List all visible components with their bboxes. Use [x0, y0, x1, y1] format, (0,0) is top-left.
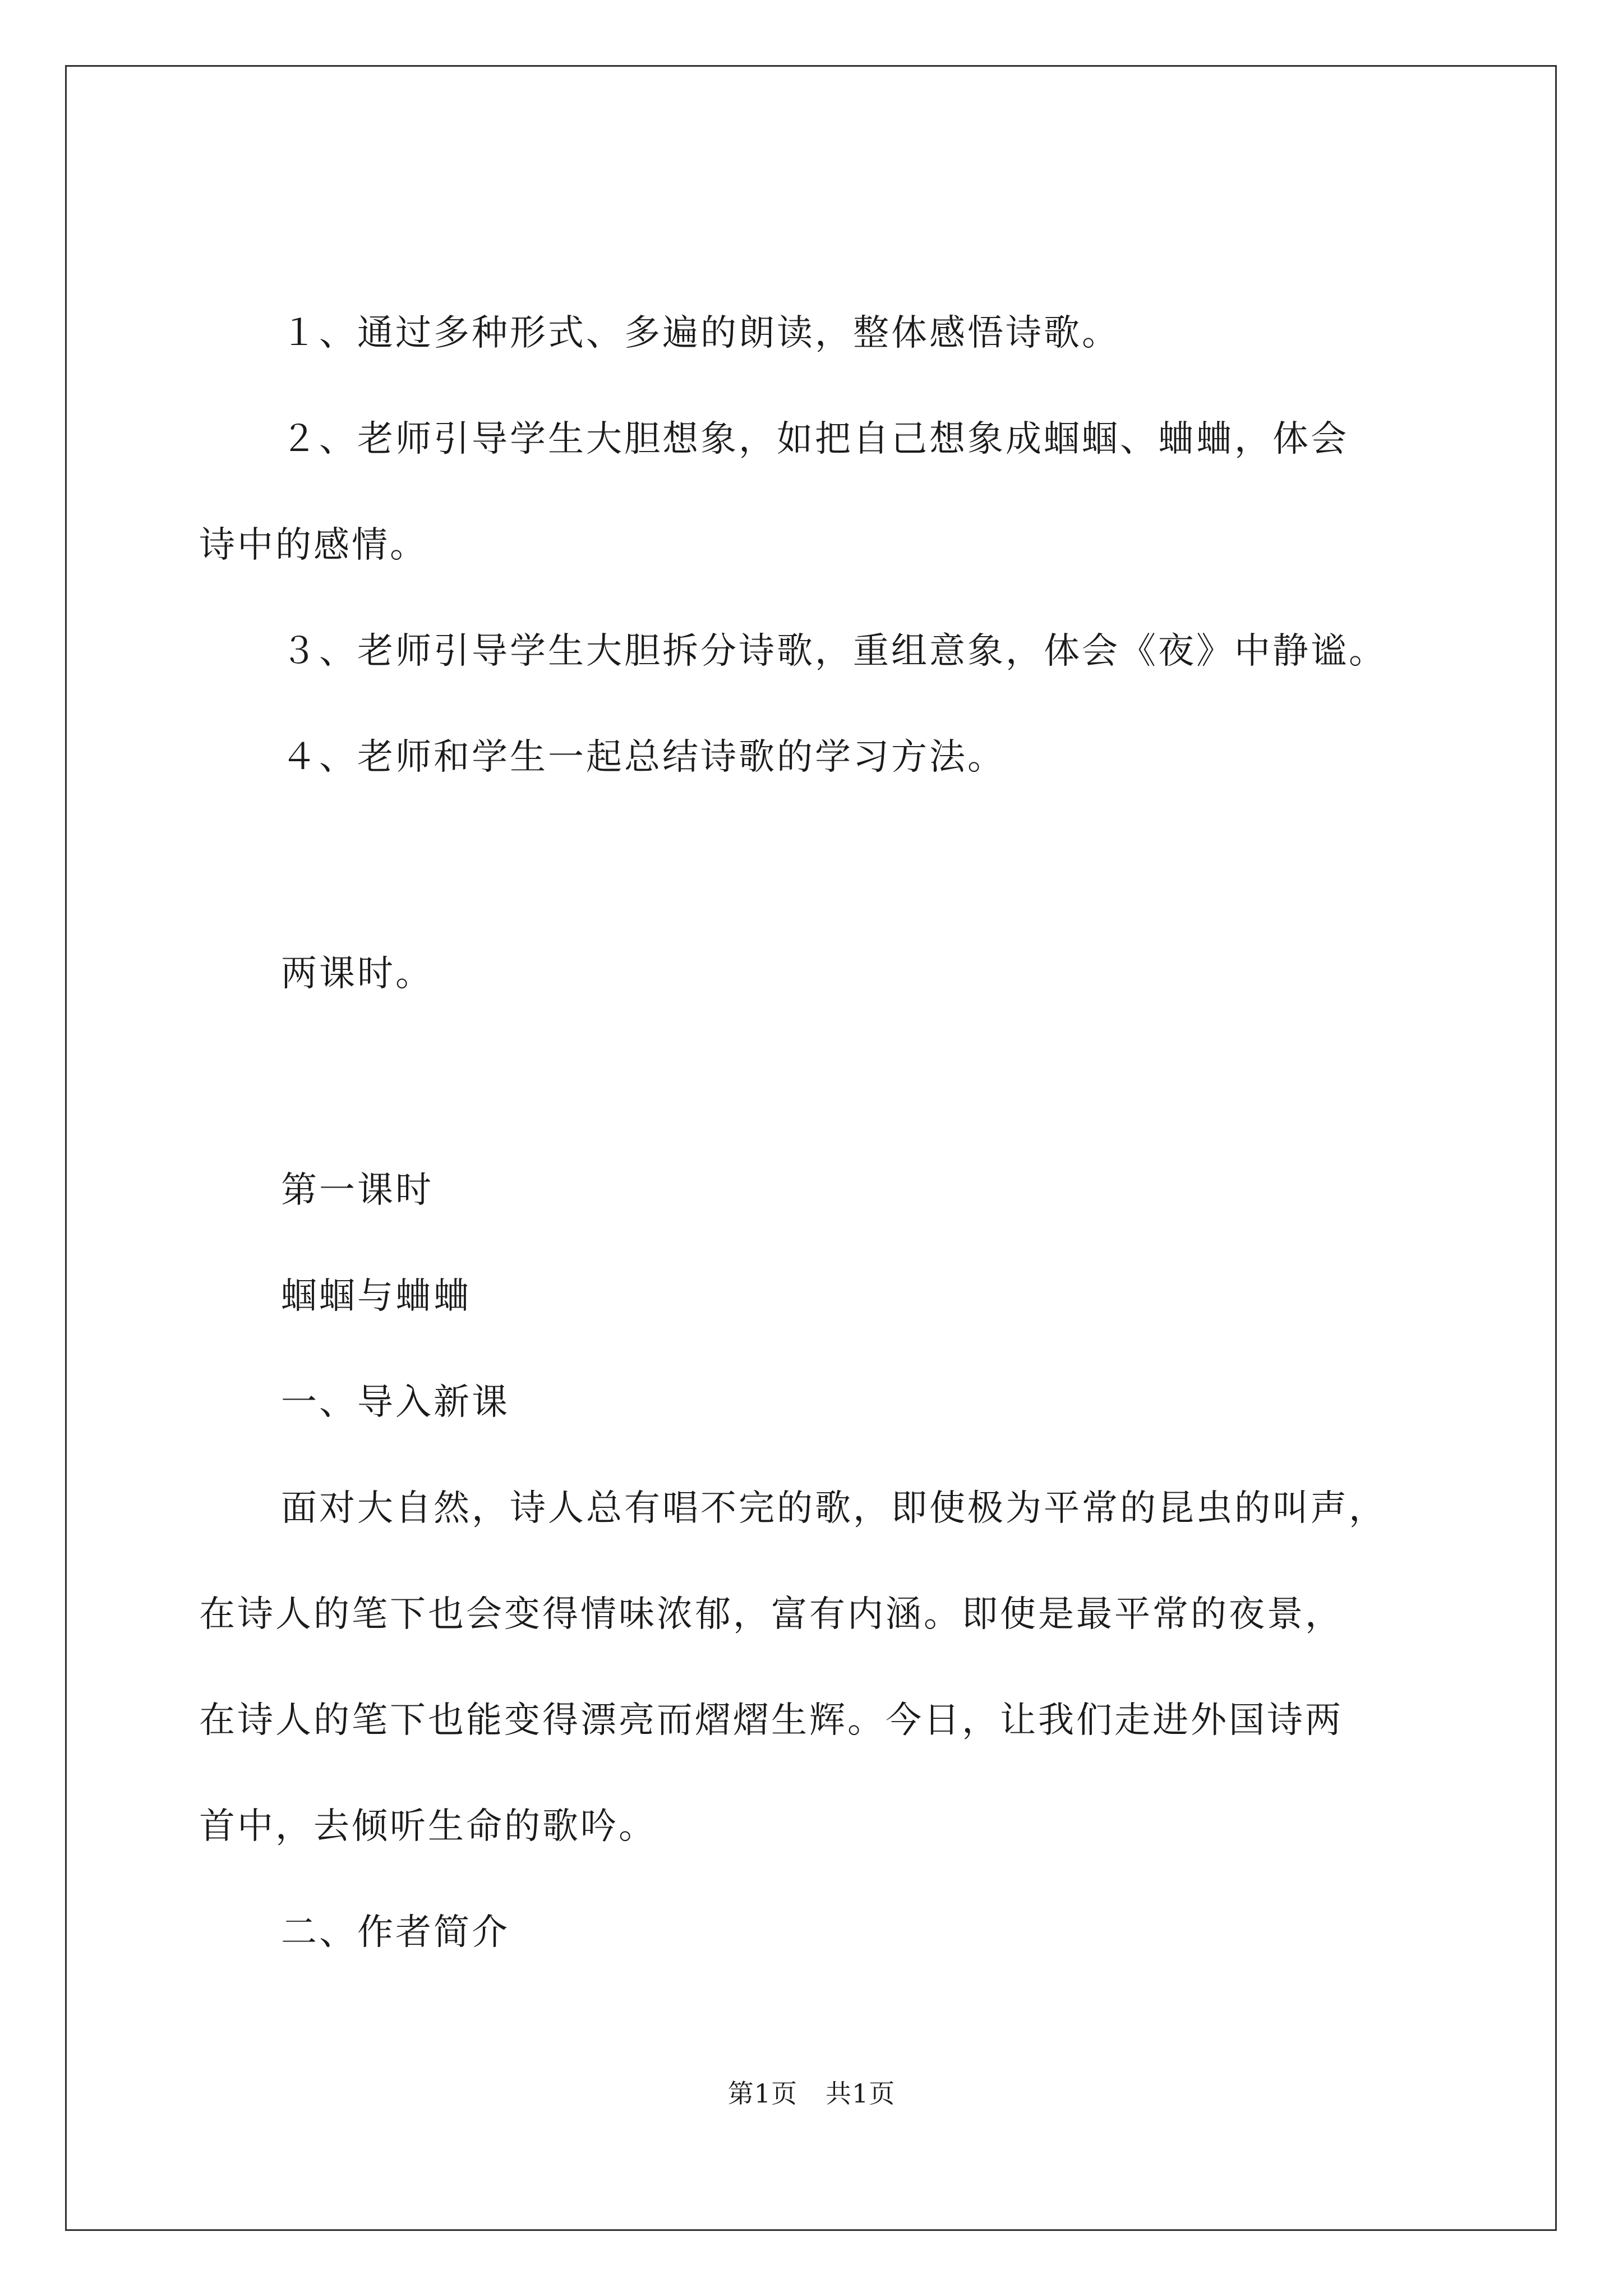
objective-2-line-1: ２、老师引导学生大胆想象，如把自己想象成蝈蝈、蛐蛐，体会 [281, 418, 1349, 460]
objective-2-line-2: 诗中的感情。 [199, 524, 428, 566]
page-total: 共1页 [826, 2078, 896, 2109]
intro-paragraph-line-2: 在诗人的笔下也会变得情味浓郁，富有内涵。即使是最平常的夜景， [199, 1594, 1343, 1635]
objective-1: １、通过多种形式、多遍的朗读，整体感悟诗歌。 [281, 312, 1120, 354]
objective-3: ３、老师引导学生大胆拆分诗歌，重组意象，体会《夜》中静谧。 [281, 631, 1387, 672]
intro-paragraph-line-1: 面对大自然，诗人总有唱不完的歌，即使极为平常的昆虫的叫声， [281, 1488, 1387, 1529]
intro-paragraph-line-3: 在诗人的笔下也能变得漂亮而熠熠生辉。今日，让我们走进外国诗两 [199, 1700, 1343, 1741]
section-heading-intro: 一、导入新课 [281, 1382, 510, 1423]
class-hours: 两课时。 [281, 953, 434, 995]
page-footer [0, 2077, 1623, 2110]
poem-title: 蝈蝈与蛐蛐 [281, 1276, 472, 1317]
objective-4: ４、老师和学生一起总结诗歌的学习方法。 [281, 737, 1006, 778]
lesson-heading: 第一课时 [281, 1170, 434, 1211]
section-heading-author: 二、作者简介 [281, 1912, 510, 1953]
page-number: 第1页 [727, 2078, 797, 2109]
document-body [199, 280, 1467, 1986]
intro-paragraph-line-4: 首中，去倾听生命的歌吟。 [199, 1806, 657, 1847]
